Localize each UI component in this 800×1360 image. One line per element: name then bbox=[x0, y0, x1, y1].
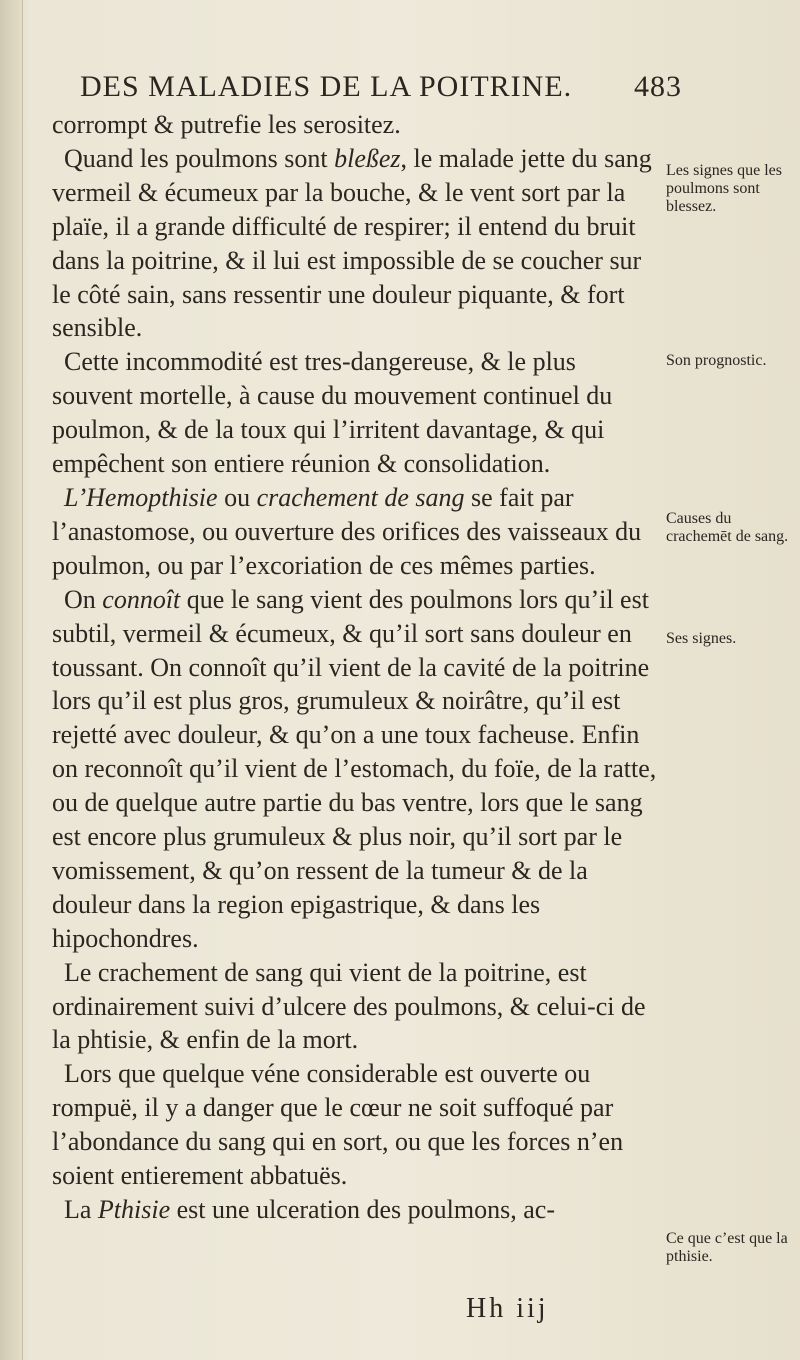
page-number: 483 bbox=[634, 70, 682, 103]
running-header bbox=[80, 70, 682, 104]
paragraph: On connoît que le sang vient des poulmons lors qu’il est subtil, vermeil & écumeux, & qu’il sort sans douleur en toussant. On connoît qu’il vient de la cavité de la poitrine lors qu’il est plus gros, grumuleux & noirâtre, qu’il est rejetté avec douleur, & qu’on a une toux facheuse. Enfin on reconnoît qu’il vient de l’estomach, du foïe, de la ratte, ou de quelque autre partie du bas ventre, lors que le sang est encore plus grumuleux & plus noir, qu’il sort par le vomissement, & qu’on ressent de la tumeur & de la douleur dans la region epigastrique, & dans les hipochondres. bbox=[52, 584, 657, 953]
paragraph: Cette incommodité est tres-dangereuse, & le plus souvent mortelle, à cause du mouvement continuel du poulmon, & de la toux qui l’irritent davantage, & qui empêchent son entiere réunion & consolidation. bbox=[52, 347, 613, 479]
margin-note-signs-2: Ses signes. bbox=[666, 630, 737, 647]
paragraph: La Pthisie est une ulceration des poulmons, ac- bbox=[64, 1195, 555, 1224]
margin-note-prognostic: Son prognostic. bbox=[666, 352, 767, 369]
paragraph: corrompt & putrefie les serositez. bbox=[52, 110, 401, 139]
main-text bbox=[52, 108, 662, 1227]
paragraph: Le crachement de sang qui vient de la poitrine, est ordinairement suivi d’ulcere des poulmons, & celui-ci de la phtisie, & enfin de la mort. bbox=[52, 957, 646, 1055]
signature-mark: Hh iij bbox=[466, 1293, 549, 1324]
page-gutter bbox=[0, 0, 23, 1360]
margin-note-pthisie: Ce que c’est que la pthisie. bbox=[666, 1230, 788, 1265]
paragraph: Quand les poulmons sont bleßez, le malade jette du sang vermeil & écumeux par la bouche, & le vent sort par la plaïe, il a grande difficulté de respirer; il entend du bruit dans la poitrine, & il lui est impossible de se coucher sur le côté sain, sans ressentir une douleur piquante, & fort sensible. bbox=[52, 143, 652, 343]
paragraph: L’Hemopthisie ou crachement de sang se fait par l’anastomose, ou ouverture des orifices des vaisseaux du poulmon, ou par l’excoriation de ces mêmes parties. bbox=[52, 482, 642, 580]
margin-note-signs: Les signes que les poulmons sont blessez. bbox=[666, 162, 782, 215]
header-title: DES MALADIES DE LA POITRINE. bbox=[80, 70, 573, 103]
margin-note-causes: Causes du crachemēt de sang. bbox=[666, 510, 789, 545]
paragraph: Lors que quelque véne considerable est ouverte ou rompuë, il y a danger que le cœur ne soit suffoqué par l’abondance du sang qui en sort, ou que les forces n’en soient entierement abbatuës. bbox=[52, 1059, 624, 1191]
